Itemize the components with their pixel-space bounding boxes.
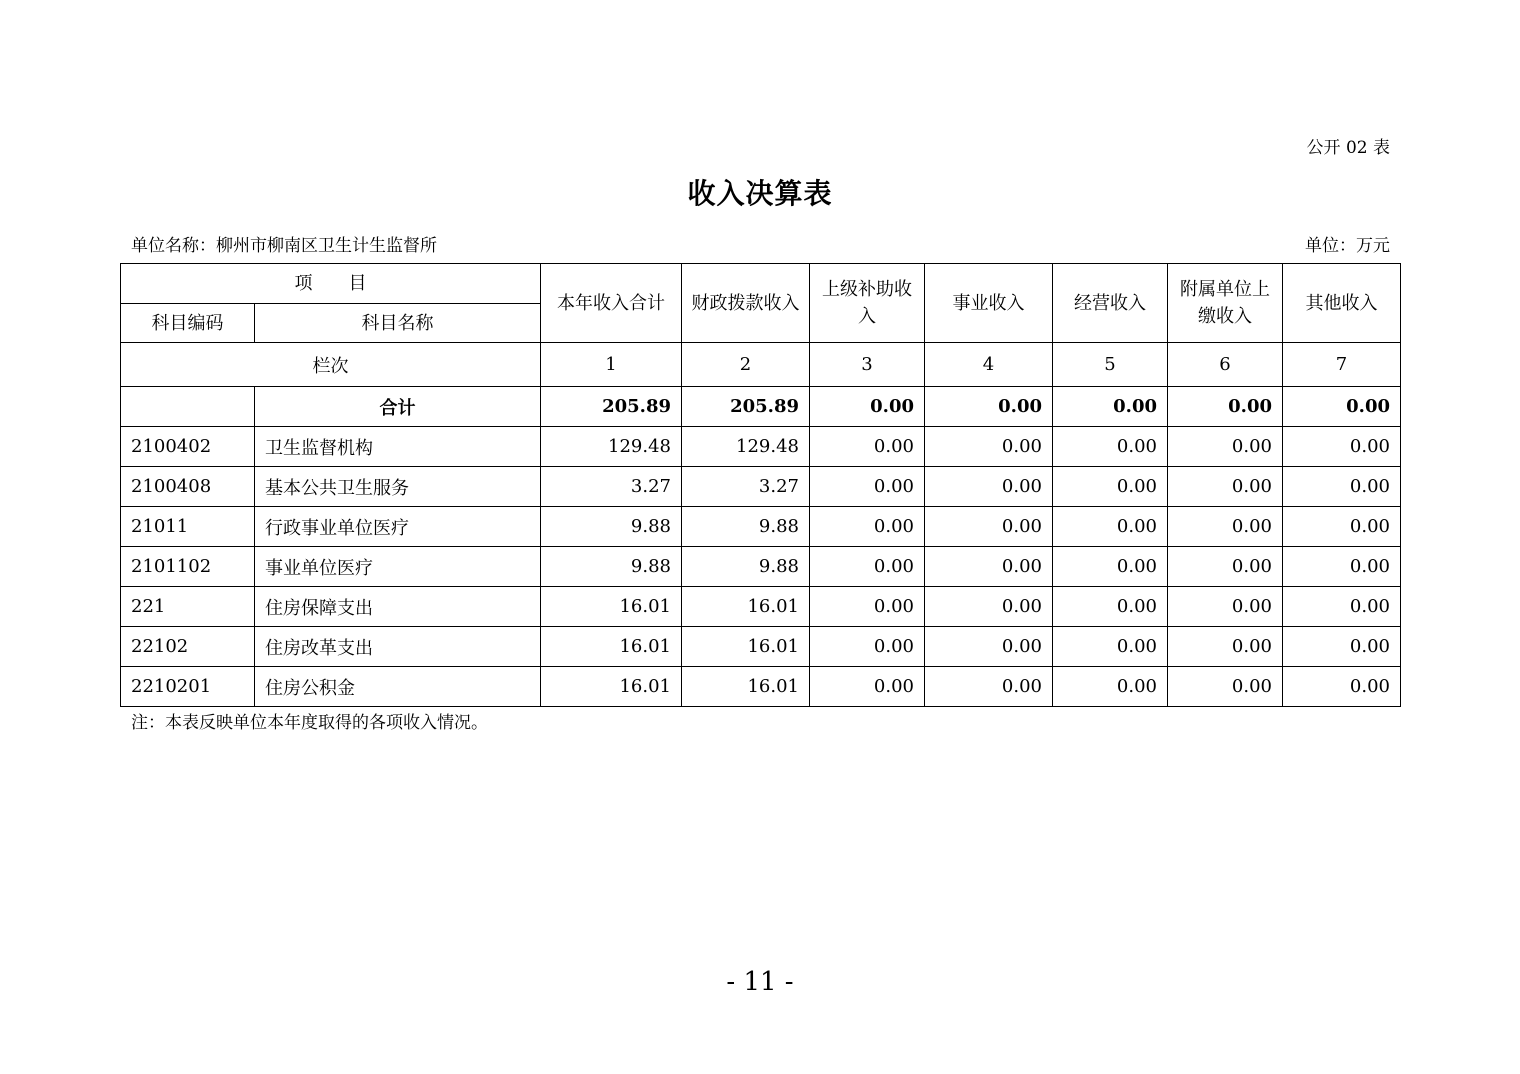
- row-cell: 0.00: [1168, 467, 1283, 507]
- index-label: 栏次: [121, 343, 541, 387]
- row-cell: 0.00: [1053, 427, 1168, 467]
- row-cell: 0.00: [925, 587, 1053, 627]
- row-code: 2100402: [121, 427, 255, 467]
- row-cell: 0.00: [1283, 507, 1401, 547]
- unit-name-label: 单位名称：柳州市柳南区卫生计生监督所: [131, 236, 437, 256]
- row-cell: 129.48: [541, 427, 682, 467]
- row-cell: 0.00: [1053, 547, 1168, 587]
- row-cell: 0.00: [1168, 547, 1283, 587]
- header-code: 科目编码: [121, 304, 255, 343]
- row-cell: 16.01: [682, 667, 810, 707]
- index-cell: 2: [682, 343, 810, 387]
- row-cell: 0.00: [1283, 547, 1401, 587]
- table-row: [121, 547, 1401, 587]
- total-cell: 0.00: [1283, 387, 1401, 427]
- income-table: [120, 263, 1401, 707]
- row-cell: 0.00: [810, 507, 925, 547]
- row-cell: 0.00: [1053, 627, 1168, 667]
- row-cell: 0.00: [925, 627, 1053, 667]
- index-cell: 6: [1168, 343, 1283, 387]
- row-code: 21011: [121, 507, 255, 547]
- currency-unit-label: 单位：万元: [1305, 236, 1390, 256]
- row-cell: 0.00: [810, 627, 925, 667]
- header-col-superior-subsidy: 上级补助收入: [810, 264, 925, 343]
- row-cell: 16.01: [682, 627, 810, 667]
- total-cell: 205.89: [682, 387, 810, 427]
- index-cell: 7: [1283, 343, 1401, 387]
- table-row: [121, 627, 1401, 667]
- row-name: 行政事业单位医疗: [255, 507, 541, 547]
- row-cell: 0.00: [810, 587, 925, 627]
- total-cell: 0.00: [1053, 387, 1168, 427]
- total-cell: 205.89: [541, 387, 682, 427]
- row-cell: 9.88: [682, 547, 810, 587]
- row-cell: 0.00: [1283, 587, 1401, 627]
- row-cell: 0.00: [1053, 467, 1168, 507]
- header-col-total: 本年收入合计: [541, 264, 682, 343]
- index-cell: 5: [1053, 343, 1168, 387]
- row-cell: 16.01: [682, 587, 810, 627]
- table-row: [121, 467, 1401, 507]
- row-cell: 0.00: [1053, 507, 1168, 547]
- row-cell: 0.00: [925, 667, 1053, 707]
- row-cell: 0.00: [810, 467, 925, 507]
- row-cell: 0.00: [925, 547, 1053, 587]
- table-row: [121, 507, 1401, 547]
- row-cell: 0.00: [925, 507, 1053, 547]
- row-cell: 0.00: [1283, 427, 1401, 467]
- header-col-business: 事业收入: [925, 264, 1053, 343]
- total-cell: 0.00: [1168, 387, 1283, 427]
- row-name: 基本公共卫生服务: [255, 467, 541, 507]
- row-code: 2101102: [121, 547, 255, 587]
- total-label: 合计: [255, 387, 541, 427]
- table-row: [121, 587, 1401, 627]
- form-number: 公开 02 表: [1306, 138, 1390, 158]
- total-row: [121, 387, 1401, 427]
- page-title: 收入决算表: [687, 177, 833, 210]
- row-name: 住房保障支出: [255, 587, 541, 627]
- row-cell: 0.00: [925, 427, 1053, 467]
- row-cell: 3.27: [541, 467, 682, 507]
- row-code: 2210201: [121, 667, 255, 707]
- row-cell: 0.00: [1283, 667, 1401, 707]
- index-row: [121, 343, 1401, 387]
- row-cell: 16.01: [541, 667, 682, 707]
- header-col-affiliate: 附属单位上缴收入: [1168, 264, 1283, 343]
- header-name: 科目名称: [255, 304, 541, 343]
- row-cell: 16.01: [541, 627, 682, 667]
- index-cell: 3: [810, 343, 925, 387]
- page-number: - 11 -: [726, 967, 794, 997]
- row-cell: 0.00: [1168, 627, 1283, 667]
- header-col-operating: 经营收入: [1053, 264, 1168, 343]
- row-cell: 0.00: [925, 467, 1053, 507]
- row-cell: 0.00: [1168, 587, 1283, 627]
- table-row: [121, 427, 1401, 467]
- total-code: [121, 387, 255, 427]
- row-code: 2100408: [121, 467, 255, 507]
- index-cell: 4: [925, 343, 1053, 387]
- row-name: 事业单位医疗: [255, 547, 541, 587]
- header-col-other: 其他收入: [1283, 264, 1401, 343]
- index-cell: 1: [541, 343, 682, 387]
- header-col-fiscal: 财政拨款收入: [682, 264, 810, 343]
- header-row-1: [121, 264, 1401, 304]
- row-cell: 0.00: [1053, 667, 1168, 707]
- row-cell: 9.88: [682, 507, 810, 547]
- row-name: 住房公积金: [255, 667, 541, 707]
- row-code: 22102: [121, 627, 255, 667]
- total-cell: 0.00: [810, 387, 925, 427]
- table-row: [121, 667, 1401, 707]
- row-cell: 0.00: [1283, 467, 1401, 507]
- row-cell: 0.00: [1168, 427, 1283, 467]
- row-cell: 0.00: [810, 427, 925, 467]
- row-cell: 0.00: [1283, 627, 1401, 667]
- row-cell: 9.88: [541, 547, 682, 587]
- row-cell: 0.00: [1168, 507, 1283, 547]
- row-cell: 0.00: [810, 547, 925, 587]
- row-cell: 3.27: [682, 467, 810, 507]
- row-code: 221: [121, 587, 255, 627]
- row-cell: 0.00: [1053, 587, 1168, 627]
- row-cell: 9.88: [541, 507, 682, 547]
- row-cell: 16.01: [541, 587, 682, 627]
- row-name: 住房改革支出: [255, 627, 541, 667]
- total-cell: 0.00: [925, 387, 1053, 427]
- row-cell: 129.48: [682, 427, 810, 467]
- header-item: 项 目: [121, 264, 541, 304]
- row-cell: 0.00: [810, 667, 925, 707]
- row-name: 卫生监督机构: [255, 427, 541, 467]
- table-note: 注：本表反映单位本年度取得的各项收入情况。: [131, 713, 488, 733]
- row-cell: 0.00: [1168, 667, 1283, 707]
